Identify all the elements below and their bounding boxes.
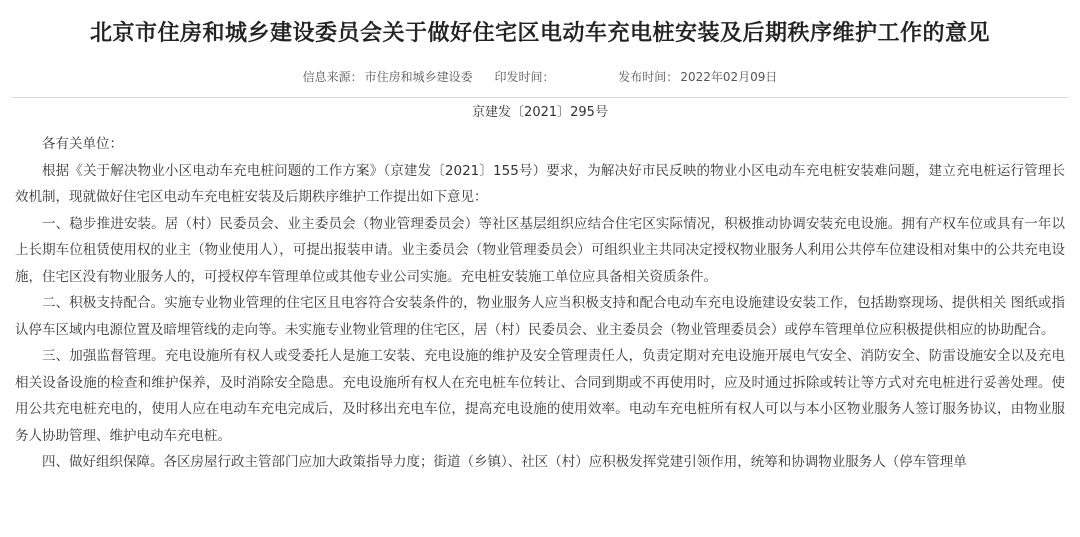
paragraph-section-1: 一、稳步推进安装。居（村）民委员会、业主委员会（物业管理委员会）等社区基层组织应结合住宅区实际情况，积极推动协调安装充电设施。拥有产权车位或具有一年以上长期车位租赁使用权的业主（物业使用人），可提出报装申请。业主委员会（物业管理委员会）可组织业主共同决定授权物业服务人利用公共停车位建设相对集中的公共充电设施，住宅区没有物业服务人的，可授权停车管理单位或其他专业公司实施。充电桩安装施工单位应具备相关资质条件。 xyxy=(15,215,1065,285)
meta-source-value: 市住房和城乡建设委 xyxy=(364,70,473,84)
meta-publish-time-label: 发布时间： xyxy=(618,70,679,84)
meta-source xyxy=(303,66,473,88)
meta-print-time xyxy=(494,66,596,88)
paragraph-intro: 根据《关于解决物业小区电动车充电桩问题的工作方案》（京建发〔2021〕155号）要求，为解决好市民反映的物业小区电动车充电桩安装难问题，建立充电桩运行管理长效机制，现就做好住宅区电动车充电桩安装及后期秩序维护工作提出如下意见： xyxy=(15,162,1065,205)
article-body xyxy=(15,131,1065,476)
paragraph-section-4: 四、做好组织保障。各区房屋行政主管部门应加大政策指导力度；街道（乡镇）、社区（村）应积极发挥党建引领作用，统筹和协调物业服务人（停车管理单 xyxy=(42,454,967,470)
article-title: 北京市住房和城乡建设委员会关于做好住宅区电动车充电桩安装及后期秩序维护工作的意见 xyxy=(89,21,990,46)
paragraph-salutation: 各有关单位： xyxy=(42,136,123,152)
paragraph-section-3: 三、加强监督管理。充电设施所有权人或受委托人是施工安装、充电设施的维护及安全管理责任人，负责定期对充电设施开展电气安全、消防安全、防雷设施安全以及充电相关设备设施的检查和维护保养，及时消除安全隐患。充电设施所有权人在充电桩车位转让、合同到期或不再使用时，应及时通过拆除或转让等方式对充电桩进行妥善处理。使用公共充电桩充电的，使用人应在电动车充电完成后，及时移出充电车位，提高充电设施的使用效率。电动车充电桩所有权人可以与本小区物业服务人签订服务协议，由物业服务人协助管理、维护电动车充电桩。 xyxy=(15,348,1065,444)
meta-publish-time xyxy=(618,66,777,88)
meta-print-time-label: 印发时间： xyxy=(494,70,555,84)
paragraph-section-2: 二、积极支持配合。实施专业物业管理的住宅区且电容符合安装条件的，物业服务人应当积极支持和配合电动车充电设施建设安装工作，包括勘察现场、提供相关 图纸或指认停车区域内电源位置及暗埋管线的走向等。未实施专业物业管理的住宅区，居（村）民委员会、业主委员会（物业管理委员会）或停车管理单位应积极提供相应的协助配合。 xyxy=(15,295,1065,338)
meta-publish-time-value: 2022年02月09日 xyxy=(680,70,778,84)
article-meta xyxy=(0,66,1080,88)
document-number: 京建发〔2021〕295号 xyxy=(472,105,608,120)
meta-divider xyxy=(12,97,1068,98)
meta-source-label: 信息来源： xyxy=(302,70,363,84)
